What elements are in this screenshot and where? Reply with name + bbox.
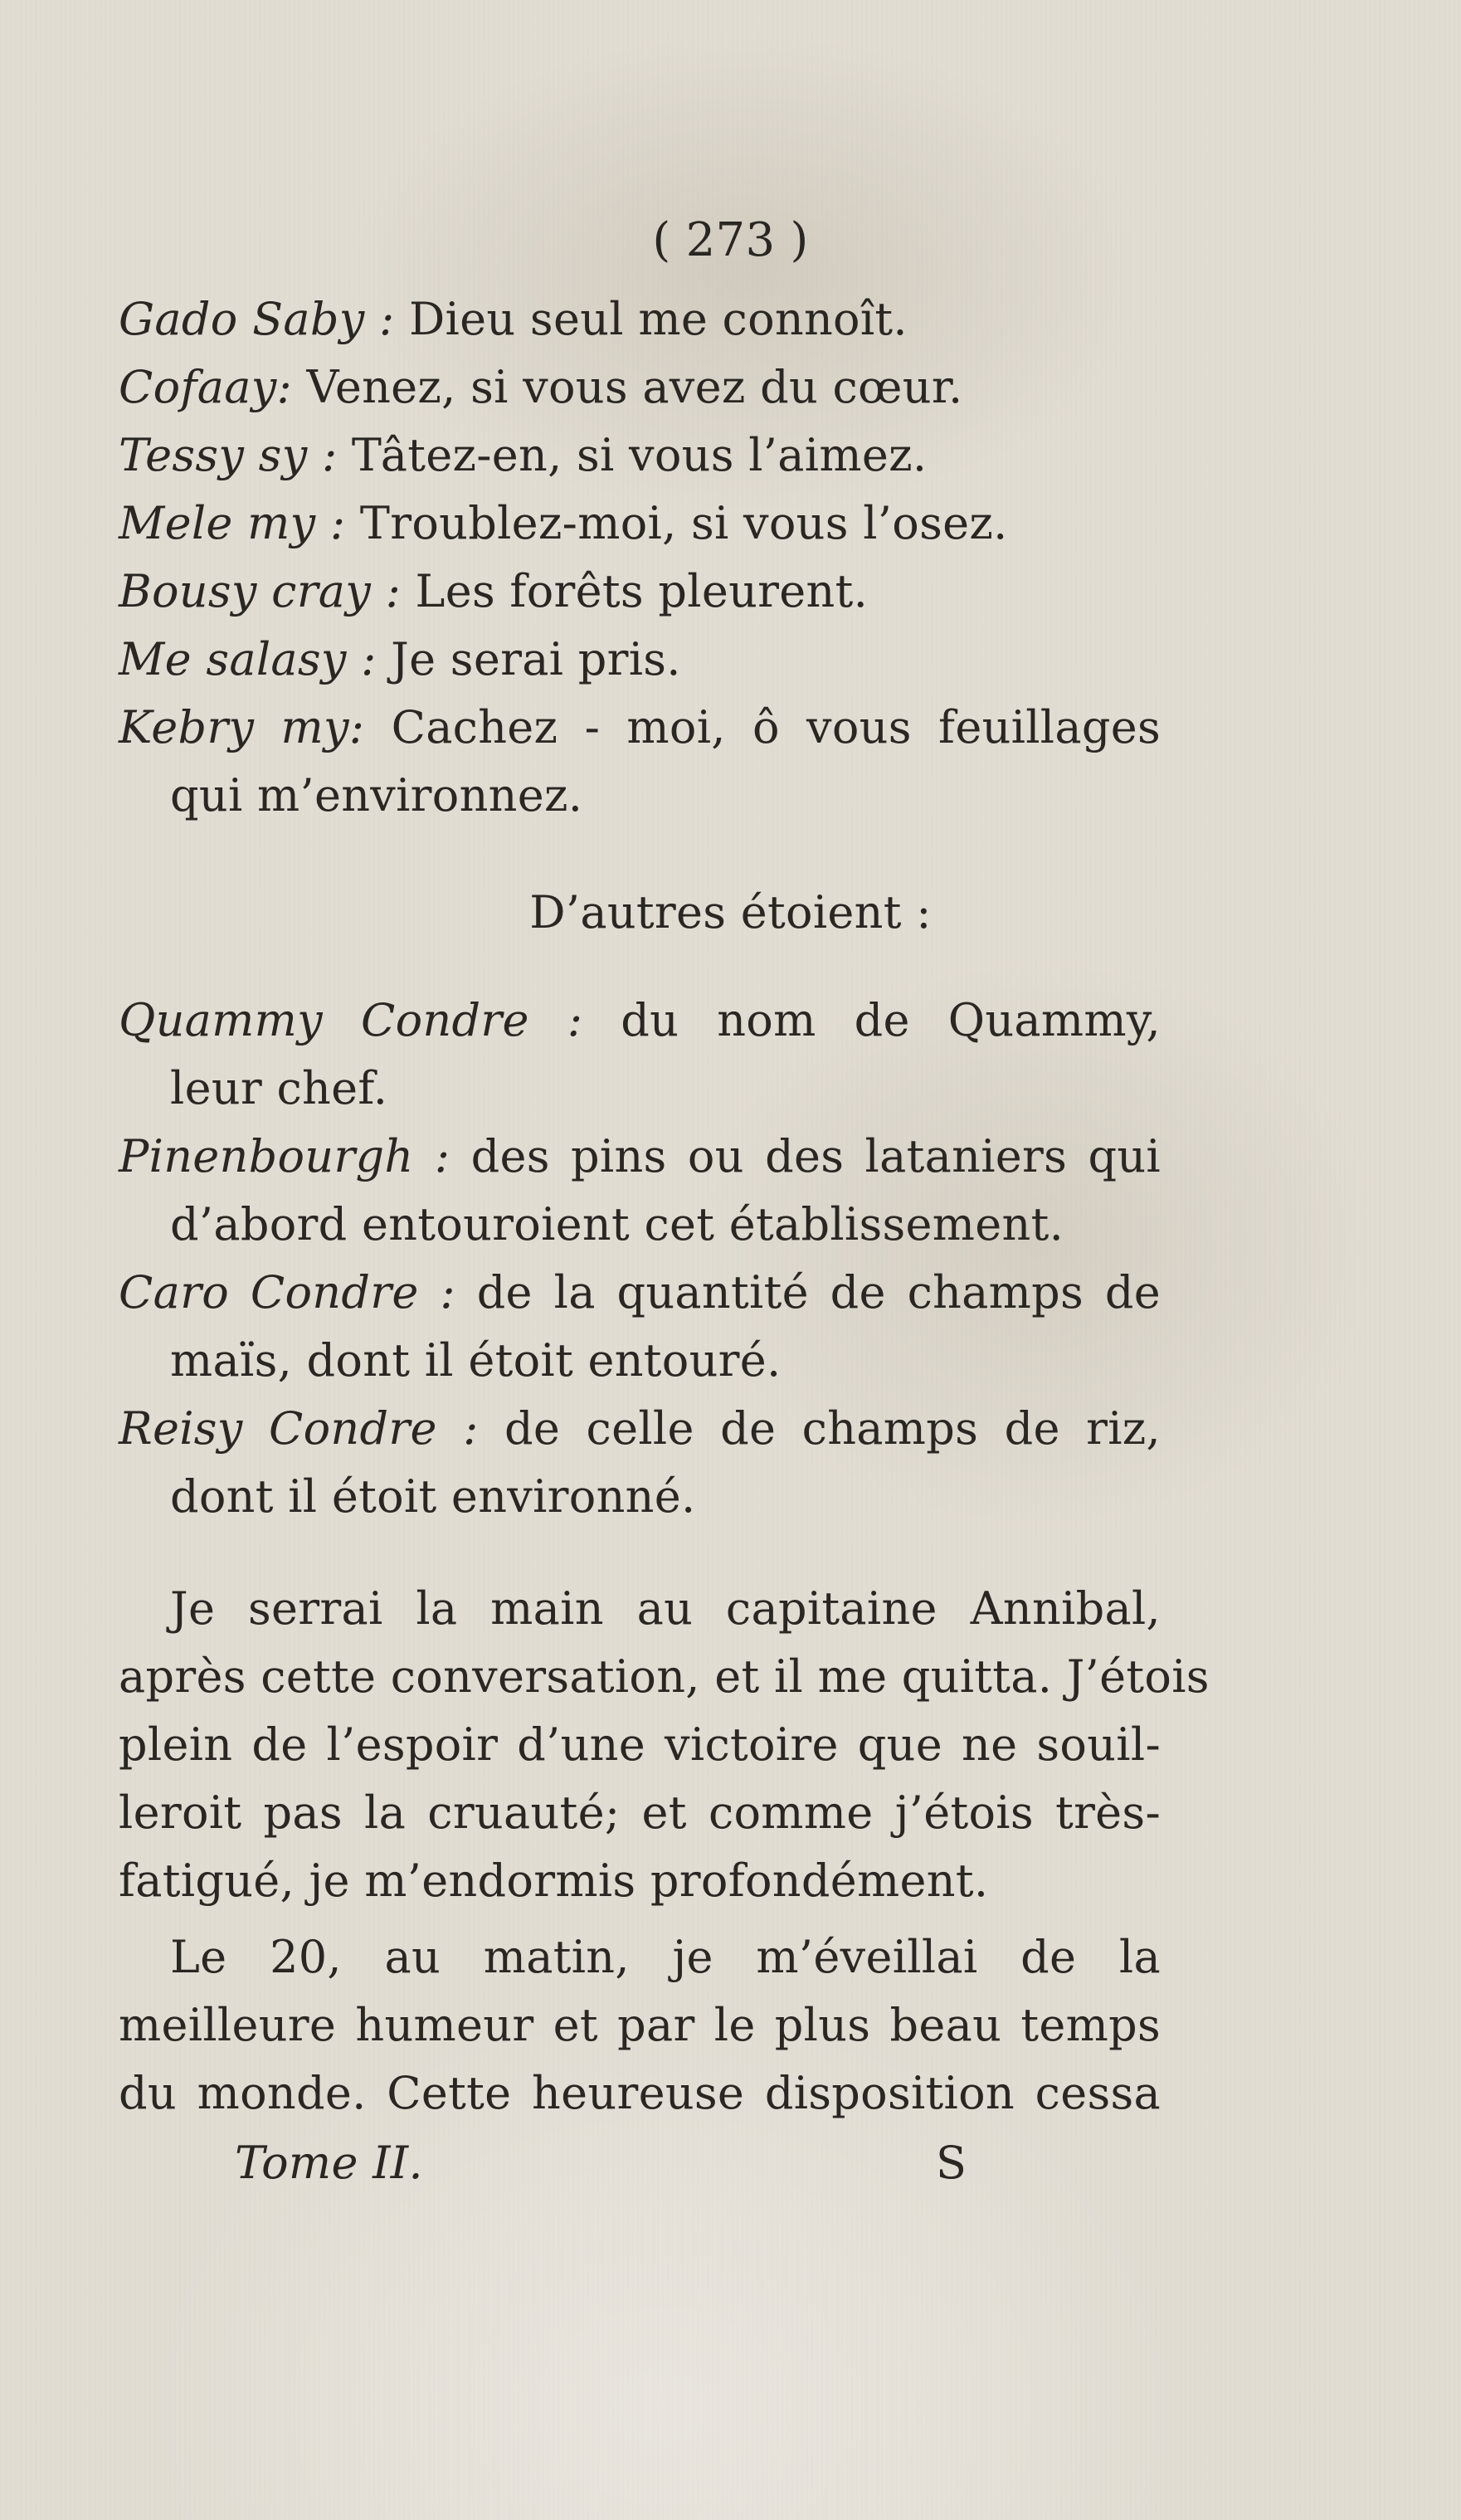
place-text: des pins ou des lataniers qui: [450, 1130, 1161, 1182]
subheading: D’autres étoient :: [529, 886, 932, 938]
dialogue-text: Je serai pris.: [376, 633, 681, 685]
speaker-name: Gado Saby :: [119, 293, 395, 345]
dialogue-line-3: [119, 429, 928, 481]
dialogue-line-1: [119, 293, 908, 345]
place-continuation: dont il étoit environné.: [170, 1470, 696, 1523]
speaker-name: Bousy cray :: [119, 565, 402, 617]
place-text: du nom de Quammy,: [582, 994, 1161, 1046]
dialogue-line-7: [119, 701, 1161, 753]
dialogue-line-2: [119, 361, 963, 413]
speaker-name: Cofaay:: [119, 361, 293, 413]
dialogue-text: Venez, si vous avez du cœur.: [292, 361, 963, 413]
place-name: Caro Condre :: [119, 1266, 455, 1318]
place-continuation: leur chef.: [170, 1062, 388, 1114]
paragraph-line: après cette conversation, et il me quitta. J’étois: [119, 1650, 1210, 1703]
dialogue-text: Les forêts pleurent.: [401, 565, 869, 617]
page-number: ( 273 ): [652, 213, 809, 267]
place-entry-3: [119, 1266, 1161, 1318]
place-name: Quammy Condre :: [119, 994, 583, 1046]
place-name: Reisy Condre :: [119, 1402, 479, 1455]
speaker-name: Kebry my:: [119, 701, 365, 753]
dialogue-text: Cachez - moi, ô vous feuillages: [364, 701, 1161, 753]
speaker-name: Tessy sy :: [119, 429, 338, 481]
place-entry-2: [119, 1130, 1161, 1182]
paragraph-line: Le 20, au matin, je m’éveillai de la: [170, 1931, 1161, 1983]
speaker-name: Mele my :: [119, 497, 346, 549]
place-entry-4: [119, 1402, 1161, 1455]
speaker-name: Me salasy :: [119, 633, 377, 685]
dialogue-text: Tâtez-en, si vous l’aimez.: [337, 429, 928, 481]
place-text: de la quantité de champs de: [455, 1266, 1161, 1318]
dialogue-line-5: [119, 565, 869, 617]
dialogue-text: Troublez-moi, si vous l’osez.: [345, 497, 1008, 549]
place-text: de celle de champs de riz,: [478, 1402, 1161, 1455]
paragraph-line: fatigué, je m’endormis profondément.: [119, 1855, 989, 1907]
dialogue-line-4: [119, 497, 1008, 549]
place-continuation: d’abord entouroient cet établissement.: [170, 1198, 1064, 1250]
dialogue-continuation: qui m’environnez.: [170, 769, 583, 821]
volume-label: Tome II.: [235, 2137, 423, 2189]
dialogue-line-6: [119, 633, 681, 685]
paragraph-line: du monde. Cette heureuse disposition cessa: [119, 2067, 1161, 2119]
place-continuation: maïs, dont il étoit entouré.: [170, 1334, 782, 1387]
signature-mark: S: [936, 2137, 967, 2189]
paragraph-line: leroit pas la cruauté; et comme j’étois très-: [119, 1786, 1161, 1839]
paragraph-line: Je serrai la main au capitaine Annibal,: [170, 1582, 1161, 1635]
place-entry-1: [119, 994, 1161, 1046]
paragraph-line: meilleure humeur et par le plus beau temps: [119, 1999, 1161, 2051]
dialogue-text: Dieu seul me connoît.: [394, 293, 908, 345]
place-name: Pinenbourgh :: [119, 1130, 450, 1182]
paragraph-line: plein de l’espoir d’une victoire que ne souil-: [119, 1718, 1161, 1771]
